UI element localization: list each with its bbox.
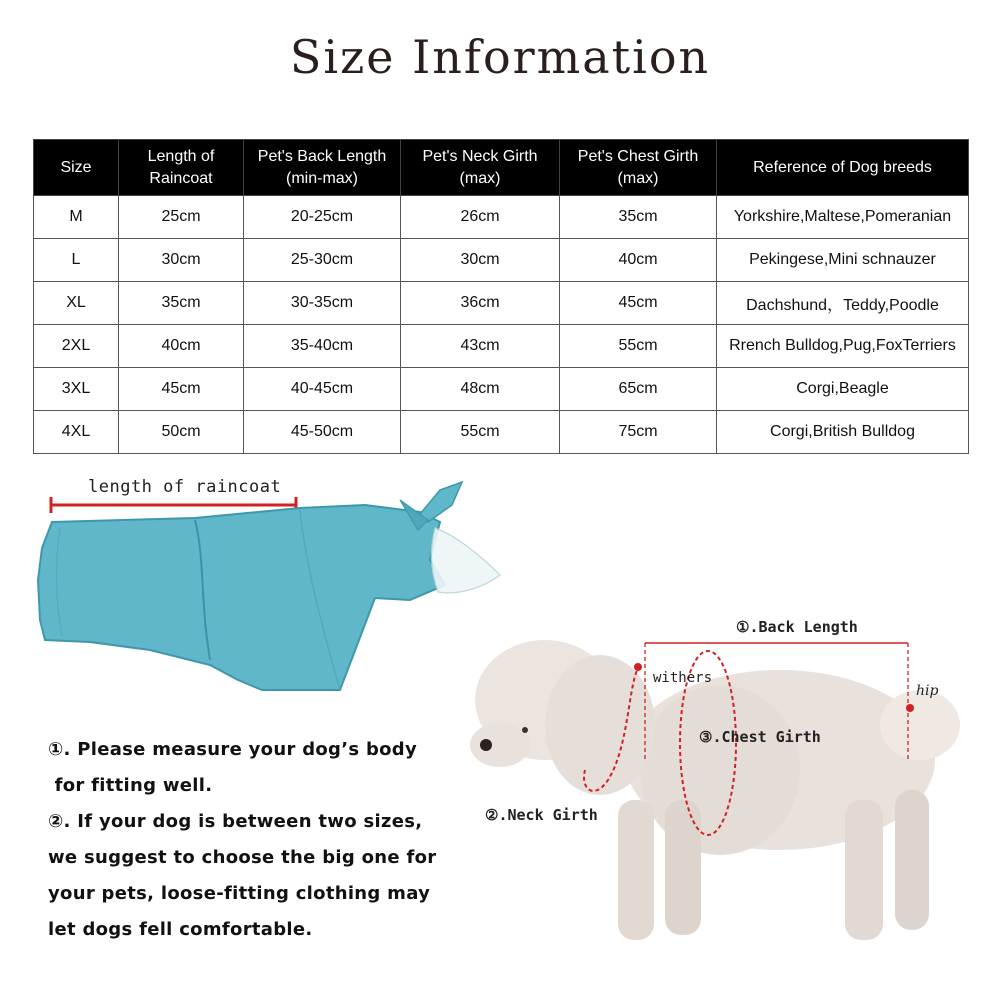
instruction-line: we suggest to choose the big one for (48, 847, 437, 868)
raincoat-image (38, 482, 500, 690)
cell-back-length: 25-30cm (244, 239, 401, 282)
header-raincoat-length: Length of Raincoat (119, 140, 244, 196)
neck-girth-label: ②.Neck Girth (485, 806, 598, 824)
cell-dog-breeds: Corgi,Beagle (717, 368, 969, 411)
chest-girth-label: ③.Chest Girth (699, 728, 821, 746)
instruction-line: let dogs fell comfortable. (48, 919, 313, 940)
header-chest-girth: Pet's Chest Girth (max) (560, 140, 717, 196)
cell-raincoat-length: 40cm (119, 325, 244, 368)
instruction-line: for fitting well. (48, 775, 213, 796)
cell-raincoat-length: 30cm (119, 239, 244, 282)
instruction-line: ②. If your dog is between two sizes, (48, 811, 423, 832)
cell-raincoat-length: 45cm (119, 368, 244, 411)
header-back-length: Pet's Back Length (min-max) (244, 140, 401, 196)
page-title: Size Information (289, 30, 711, 84)
instruction-line: ①. Please measure your dog’s body (48, 739, 418, 760)
cell-neck-girth: 55cm (401, 411, 560, 454)
cell-size: XL (34, 282, 119, 325)
raincoat-length-label: length of raincoat (88, 477, 282, 497)
cell-chest-girth: 55cm (560, 325, 717, 368)
header-size: Size (34, 140, 119, 196)
instruction-line: your pets, loose-fitting clothing may (48, 883, 431, 904)
header-neck-girth: Pet's Neck Girth (max) (401, 140, 560, 196)
cell-back-length: 45-50cm (244, 411, 401, 454)
cell-chest-girth: 45cm (560, 282, 717, 325)
cell-chest-girth: 65cm (560, 368, 717, 411)
cell-size: L (34, 239, 119, 282)
cell-raincoat-length: 25cm (119, 196, 244, 239)
cell-back-length: 35-40cm (244, 325, 401, 368)
cell-neck-girth: 26cm (401, 196, 560, 239)
cell-dog-breeds: Pekingese,Mini schnauzer (717, 239, 969, 282)
cell-chest-girth: 40cm (560, 239, 717, 282)
cell-dog-breeds: Dachshund，Teddy,Poodle (717, 282, 969, 325)
cell-size: M (34, 196, 119, 239)
header-dog-breeds: Reference of Dog breeds (717, 140, 969, 196)
withers-label: withers (653, 670, 713, 686)
dog-image (470, 640, 960, 940)
cell-size: 3XL (34, 368, 119, 411)
back-length-label: ①.Back Length (736, 618, 858, 636)
cell-chest-girth: 35cm (560, 196, 717, 239)
cell-back-length: 40-45cm (244, 368, 401, 411)
cell-neck-girth: 48cm (401, 368, 560, 411)
cell-size: 4XL (34, 411, 119, 454)
cell-back-length: 20-25cm (244, 196, 401, 239)
cell-chest-girth: 75cm (560, 411, 717, 454)
cell-back-length: 30-35cm (244, 282, 401, 325)
cell-size: 2XL (34, 325, 119, 368)
cell-neck-girth: 30cm (401, 239, 560, 282)
cell-neck-girth: 36cm (401, 282, 560, 325)
cell-raincoat-length: 35cm (119, 282, 244, 325)
raincoat-length-marker (50, 497, 297, 513)
cell-dog-breeds: Rrench Bulldog,Pug,FoxTerriers (717, 325, 969, 368)
cell-raincoat-length: 50cm (119, 411, 244, 454)
cell-dog-breeds: Yorkshire,Maltese,Pomeranian (717, 196, 969, 239)
cell-dog-breeds: Corgi,British Bulldog (717, 411, 969, 454)
hip-label: hip (916, 683, 939, 699)
cell-neck-girth: 43cm (401, 325, 560, 368)
measurement-instructions (48, 732, 478, 948)
